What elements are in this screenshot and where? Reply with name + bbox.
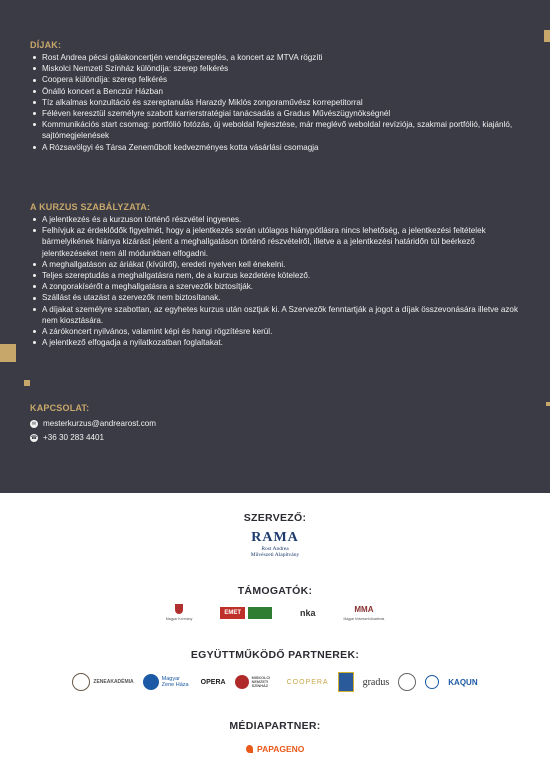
rama-logo <box>0 530 550 558</box>
mediapartner-title: MÉDIAPARTNER: <box>229 720 321 732</box>
crest-icon <box>338 672 354 692</box>
seal-icon <box>398 673 416 691</box>
list-item: Teljes szereptudás a meghallgatásra nem, de a kurzus kezdetére kötelező. <box>42 270 525 281</box>
list-item: A jelentkező elfogadja a nyilatkozatban foglaltakat. <box>42 337 525 348</box>
supporter-logo-nka: nka <box>300 607 316 618</box>
list-item: A jelentkezés és a kurzuson történő részvétel ingyenes. <box>42 214 525 225</box>
partner-logo-crest <box>338 672 354 692</box>
list-item: Miskolci Nemzeti Színház különdíja: szerep felkérés <box>42 63 525 74</box>
supporters-title: TÁMOGATÓK: <box>237 585 313 597</box>
gold-square-decoration <box>546 402 550 406</box>
gold-square-decoration <box>24 380 30 386</box>
list-item: Rost Andrea pécsi gálakoncertjén vendégszereplés, a koncert az MTVA rögzíti <box>42 52 525 63</box>
list-item: Felhívjuk az érdeklődők figyelmét, hogy a jelentkezés során utólagos hiánypótlásra nincs lehetőség, a jelentkezési feltételek bármelyikének hiánya kizárást jelent a meghallgatáson történő részvételről, illetve a a jelentkezési határidőn túl beérkező jelentkezéseket nem áll módunkban elfogadni. <box>42 225 525 259</box>
list-item: Kommunikációs start csomag: portfólió fotózás, új weboldal fejlesztése, már meglévő weboldal revíziója, szakmai portfólió, kiajánló, sajtómegjelenések <box>42 119 525 141</box>
list-item: Coopera különdíja: szerep felkérés <box>42 74 525 85</box>
zeneakademia-seal-icon <box>72 673 90 691</box>
section-title: DÍJAK: <box>30 40 62 50</box>
supporters-logos <box>0 604 550 621</box>
papageno-bird-icon <box>246 745 253 753</box>
list-item: Önálló koncert a Benczúr Házban <box>42 86 525 97</box>
supporter-logo-government: Magyar Kormány <box>166 604 193 621</box>
list-item: A meghallgatáson az áriákat (kívülről), eredeti nyelven kell énekelni. <box>42 259 525 270</box>
section-title: A KURZUS SZABÁLYZATA: <box>30 202 151 212</box>
list-item: Tíz alkalmas konzultáció és szereptanulás Harazdy Miklós zongoraművész korrepetitorral <box>42 97 525 108</box>
dijak-list <box>30 52 525 153</box>
email-link[interactable]: mesterkurzus@andrearost.com <box>43 419 157 428</box>
partner-logo-magyar-zene-haza: Magyar Zene Háza <box>143 674 192 690</box>
partner-logo-opera: OPERA <box>200 678 226 686</box>
partner-logo-miskolc: MISKOLCI NEMZETI SZÍNHÁZ <box>235 675 278 689</box>
phone-number[interactable]: +36 30 283 4401 <box>43 433 104 442</box>
partners-title: EGYÜTTMŰKÖDŐ PARTNEREK: <box>190 649 360 661</box>
emblem-icon <box>425 675 439 689</box>
phone-icon: ☎ <box>30 435 38 441</box>
gold-square-decoration <box>544 30 550 42</box>
partner-logo-kaqun: KAQUN <box>448 677 478 687</box>
papageno-logo <box>0 740 550 758</box>
rules-section <box>30 202 525 348</box>
partner-logo-gradus: gradus <box>362 676 390 688</box>
partner-logo-coopera: COOPERA <box>286 678 329 686</box>
list-item: A díjakat személyre szabottan, az egyhetes kurzus után osztjuk ki. A Szervezők fenntartják a jogot a díjak összevonására illetve azok nem kiosztására. <box>42 304 525 326</box>
supporter-logo-emet: EMET <box>220 607 272 619</box>
rama-logo-main: RAMA <box>251 530 299 545</box>
list-item: Féléven keresztül személyre szabott karrierstratégiai tanácsadás a Gradus Művészügynökségnél <box>42 108 525 119</box>
dijak-section <box>30 40 525 153</box>
contact-section <box>30 403 525 445</box>
partners-logos <box>0 672 550 692</box>
email-icon: ✉ <box>31 421 37 427</box>
rules-list <box>30 214 525 348</box>
supporter-logo-mma: MMA Magyar Művészeti Akadémia <box>343 604 385 621</box>
list-item: Szállást és utazást a szervezők nem biztosítanak. <box>42 292 525 303</box>
list-item: A zárókoncert nyilvános, valamint képi és hangi rögzítésre kerül. <box>42 326 525 337</box>
section-title: KAPCSOLAT: <box>30 403 90 413</box>
list-item: A Rózsavölgyi és Társa Zeneműbolt kedvezményes kotta vásárlási csomagja <box>42 142 525 153</box>
rama-logo-line1: Rost Andrea <box>261 546 289 552</box>
coat-of-arms-icon <box>175 604 183 614</box>
papageno-wordmark: PAPAGENO <box>257 743 305 754</box>
gold-square-decoration <box>0 344 16 362</box>
list-item: A zongorakísérőt a meghallgatásra a szervezők biztosítják. <box>42 281 525 292</box>
partner-logo-blue-emblem <box>425 675 439 689</box>
partner-logo-zeneakademia: ZENEAKADÉMIA <box>72 673 133 691</box>
rama-logo-line2: Művészeti Alapítvány <box>250 552 300 558</box>
organizer-title: SZERVEZŐ: <box>243 512 307 524</box>
partner-logo-seal <box>398 673 416 691</box>
